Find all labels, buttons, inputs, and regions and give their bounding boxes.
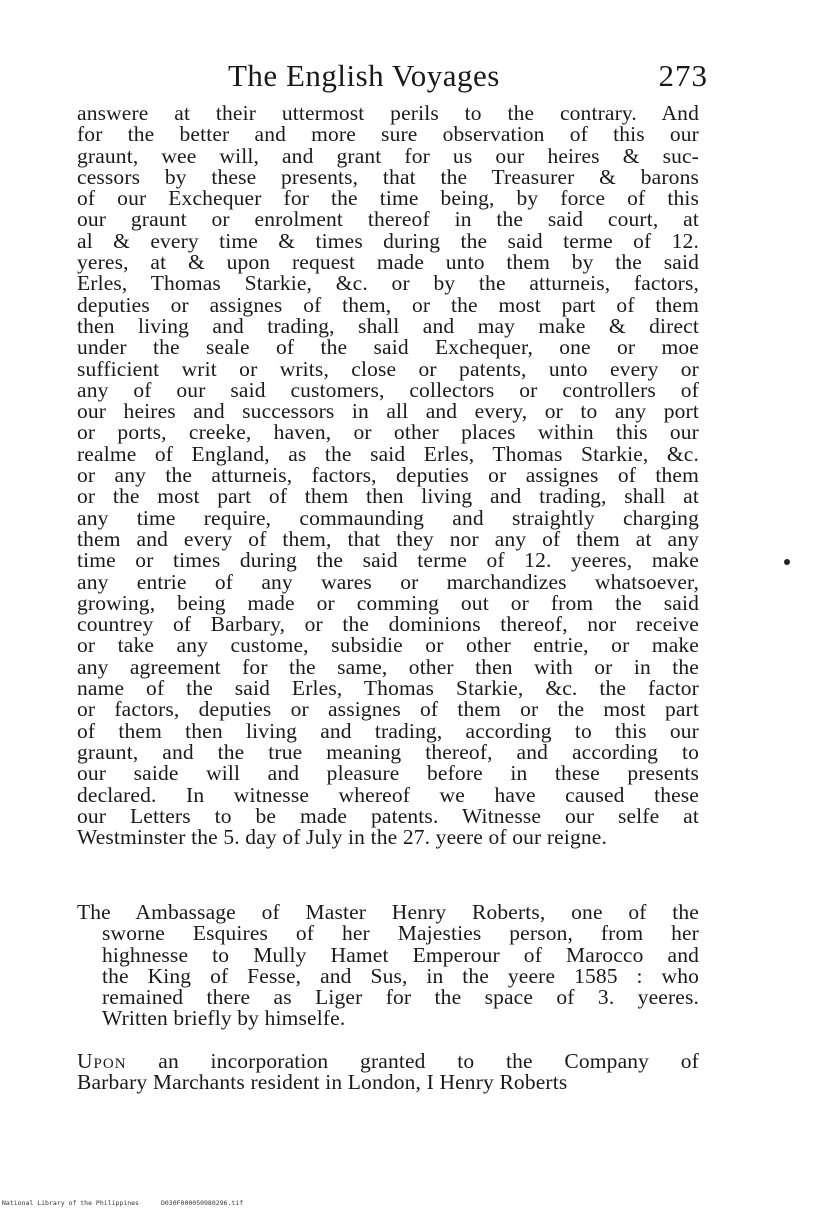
scan-footer bbox=[2, 1199, 243, 1207]
initial-word: Upon bbox=[77, 1049, 127, 1073]
text-line: name of the said Erles, Thomas Starkie, &c. the factor bbox=[77, 676, 699, 701]
text-line: growing, being made or comming out or from the said bbox=[77, 590, 699, 615]
opening-paragraph bbox=[77, 1051, 699, 1094]
library-credit: National Library of the Philippines bbox=[2, 1199, 139, 1207]
text-line: under the seale of the said Exchequer, one or moe bbox=[77, 335, 699, 360]
section-title-line: The Ambassage of Master Henry Roberts, one of the bbox=[77, 900, 699, 924]
text-line: sufficient writ or writs, close or patents, unto every or bbox=[77, 356, 699, 381]
text-line: our graunt or enrolment thereof in the said court, at bbox=[77, 207, 699, 232]
text-line: answere at their uttermost perils to the contrary. And bbox=[77, 101, 699, 125]
page-header bbox=[228, 58, 718, 98]
text-line: or take any custome, subsidie or other entrie, or make bbox=[77, 633, 699, 658]
running-title: The English Voyages bbox=[228, 58, 500, 93]
text-line: then living and trading, shall and may make & direct bbox=[77, 313, 699, 338]
opening-line-rest: an incorporation granted to the Company of bbox=[126, 1049, 699, 1073]
text-line: countrey of Barbary, or the dominions thereof, nor receive bbox=[77, 612, 699, 637]
text-line: al & every time & times during the said terme of 12. bbox=[77, 228, 699, 253]
text-line: or factors, deputies or assignes of them or the most part bbox=[77, 697, 699, 722]
text-line: deputies or assignes of them, or the most part of them bbox=[77, 292, 699, 317]
text-line: any time require, commaunding and straightly charging bbox=[77, 505, 699, 530]
section-title-line: sworne Esquires of her Majesties person, from her bbox=[102, 921, 699, 946]
text-line: yeres, at & upon request made unto them by the said bbox=[77, 250, 699, 275]
text-line: our Letters to be made patents. Witnesse our selfe at bbox=[77, 803, 699, 828]
file-id: D030F000050980296.tif bbox=[160, 1199, 244, 1207]
text-line: realme of England, as the said Erles, Thomas Starkie, &c. bbox=[77, 441, 699, 466]
text-line: of our Exchequer for the time being, by force of this bbox=[77, 186, 699, 211]
page-number: 273 bbox=[658, 58, 708, 93]
text-line: Westminster the 5. day of July in the 27. yeere of our reigne. bbox=[77, 825, 607, 850]
text-line: for the better and more sure observation of this our bbox=[77, 122, 699, 147]
text-line: time or times during the said terme of 12. yeeres, make bbox=[77, 548, 699, 573]
text-line: or any the atturneis, factors, deputies or assignes of them bbox=[77, 463, 699, 488]
text-line: declared. In witnesse whereof we have caused these bbox=[77, 782, 699, 807]
body-paragraph bbox=[77, 103, 699, 848]
text-line: graunt, wee will, and grant for us our heires & suc- bbox=[77, 143, 699, 168]
section-title-line: the King of Fesse, and Sus, in the yeere 1585 : who bbox=[102, 963, 699, 988]
text-line: graunt, and the true meaning thereof, and according to bbox=[77, 739, 699, 764]
text-line: any entrie of any wares or marchandizes whatsoever, bbox=[77, 569, 699, 594]
opening-line: Barbary Marchants resident in London, I Henry Roberts bbox=[77, 1070, 568, 1095]
ink-speck bbox=[784, 559, 790, 565]
text-line: our heires and successors in all and every, or to any port bbox=[77, 399, 699, 424]
text-line: of them then living and trading, according to this our bbox=[77, 718, 699, 743]
text-line: Erles, Thomas Starkie, &c. or by the atturneis, factors, bbox=[77, 271, 699, 296]
opening-line bbox=[77, 1051, 699, 1072]
section-title-line: highnesse to Mully Hamet Emperour of Marocco and bbox=[102, 942, 699, 967]
text-line: any agreement for the same, other then with or in the bbox=[77, 654, 699, 679]
text-line: or the most part of them then living and trading, shall at bbox=[77, 484, 699, 509]
text-line: them and every of them, that they nor any of them at any bbox=[77, 526, 699, 551]
section-title-line: remained there as Liger for the space of 3. yeeres. bbox=[102, 985, 699, 1010]
text-line: or ports, creeke, haven, or other places within this our bbox=[77, 420, 699, 445]
text-line: cessors by these presents, that the Treasurer & barons bbox=[77, 164, 699, 189]
text-line: any of our said customers, collectors or controllers of bbox=[77, 377, 699, 402]
section-title bbox=[77, 902, 699, 1030]
section-title-line: Written briefly by himselfe. bbox=[102, 1006, 346, 1031]
text-line: our saide will and pleasure before in these presents bbox=[77, 761, 699, 786]
